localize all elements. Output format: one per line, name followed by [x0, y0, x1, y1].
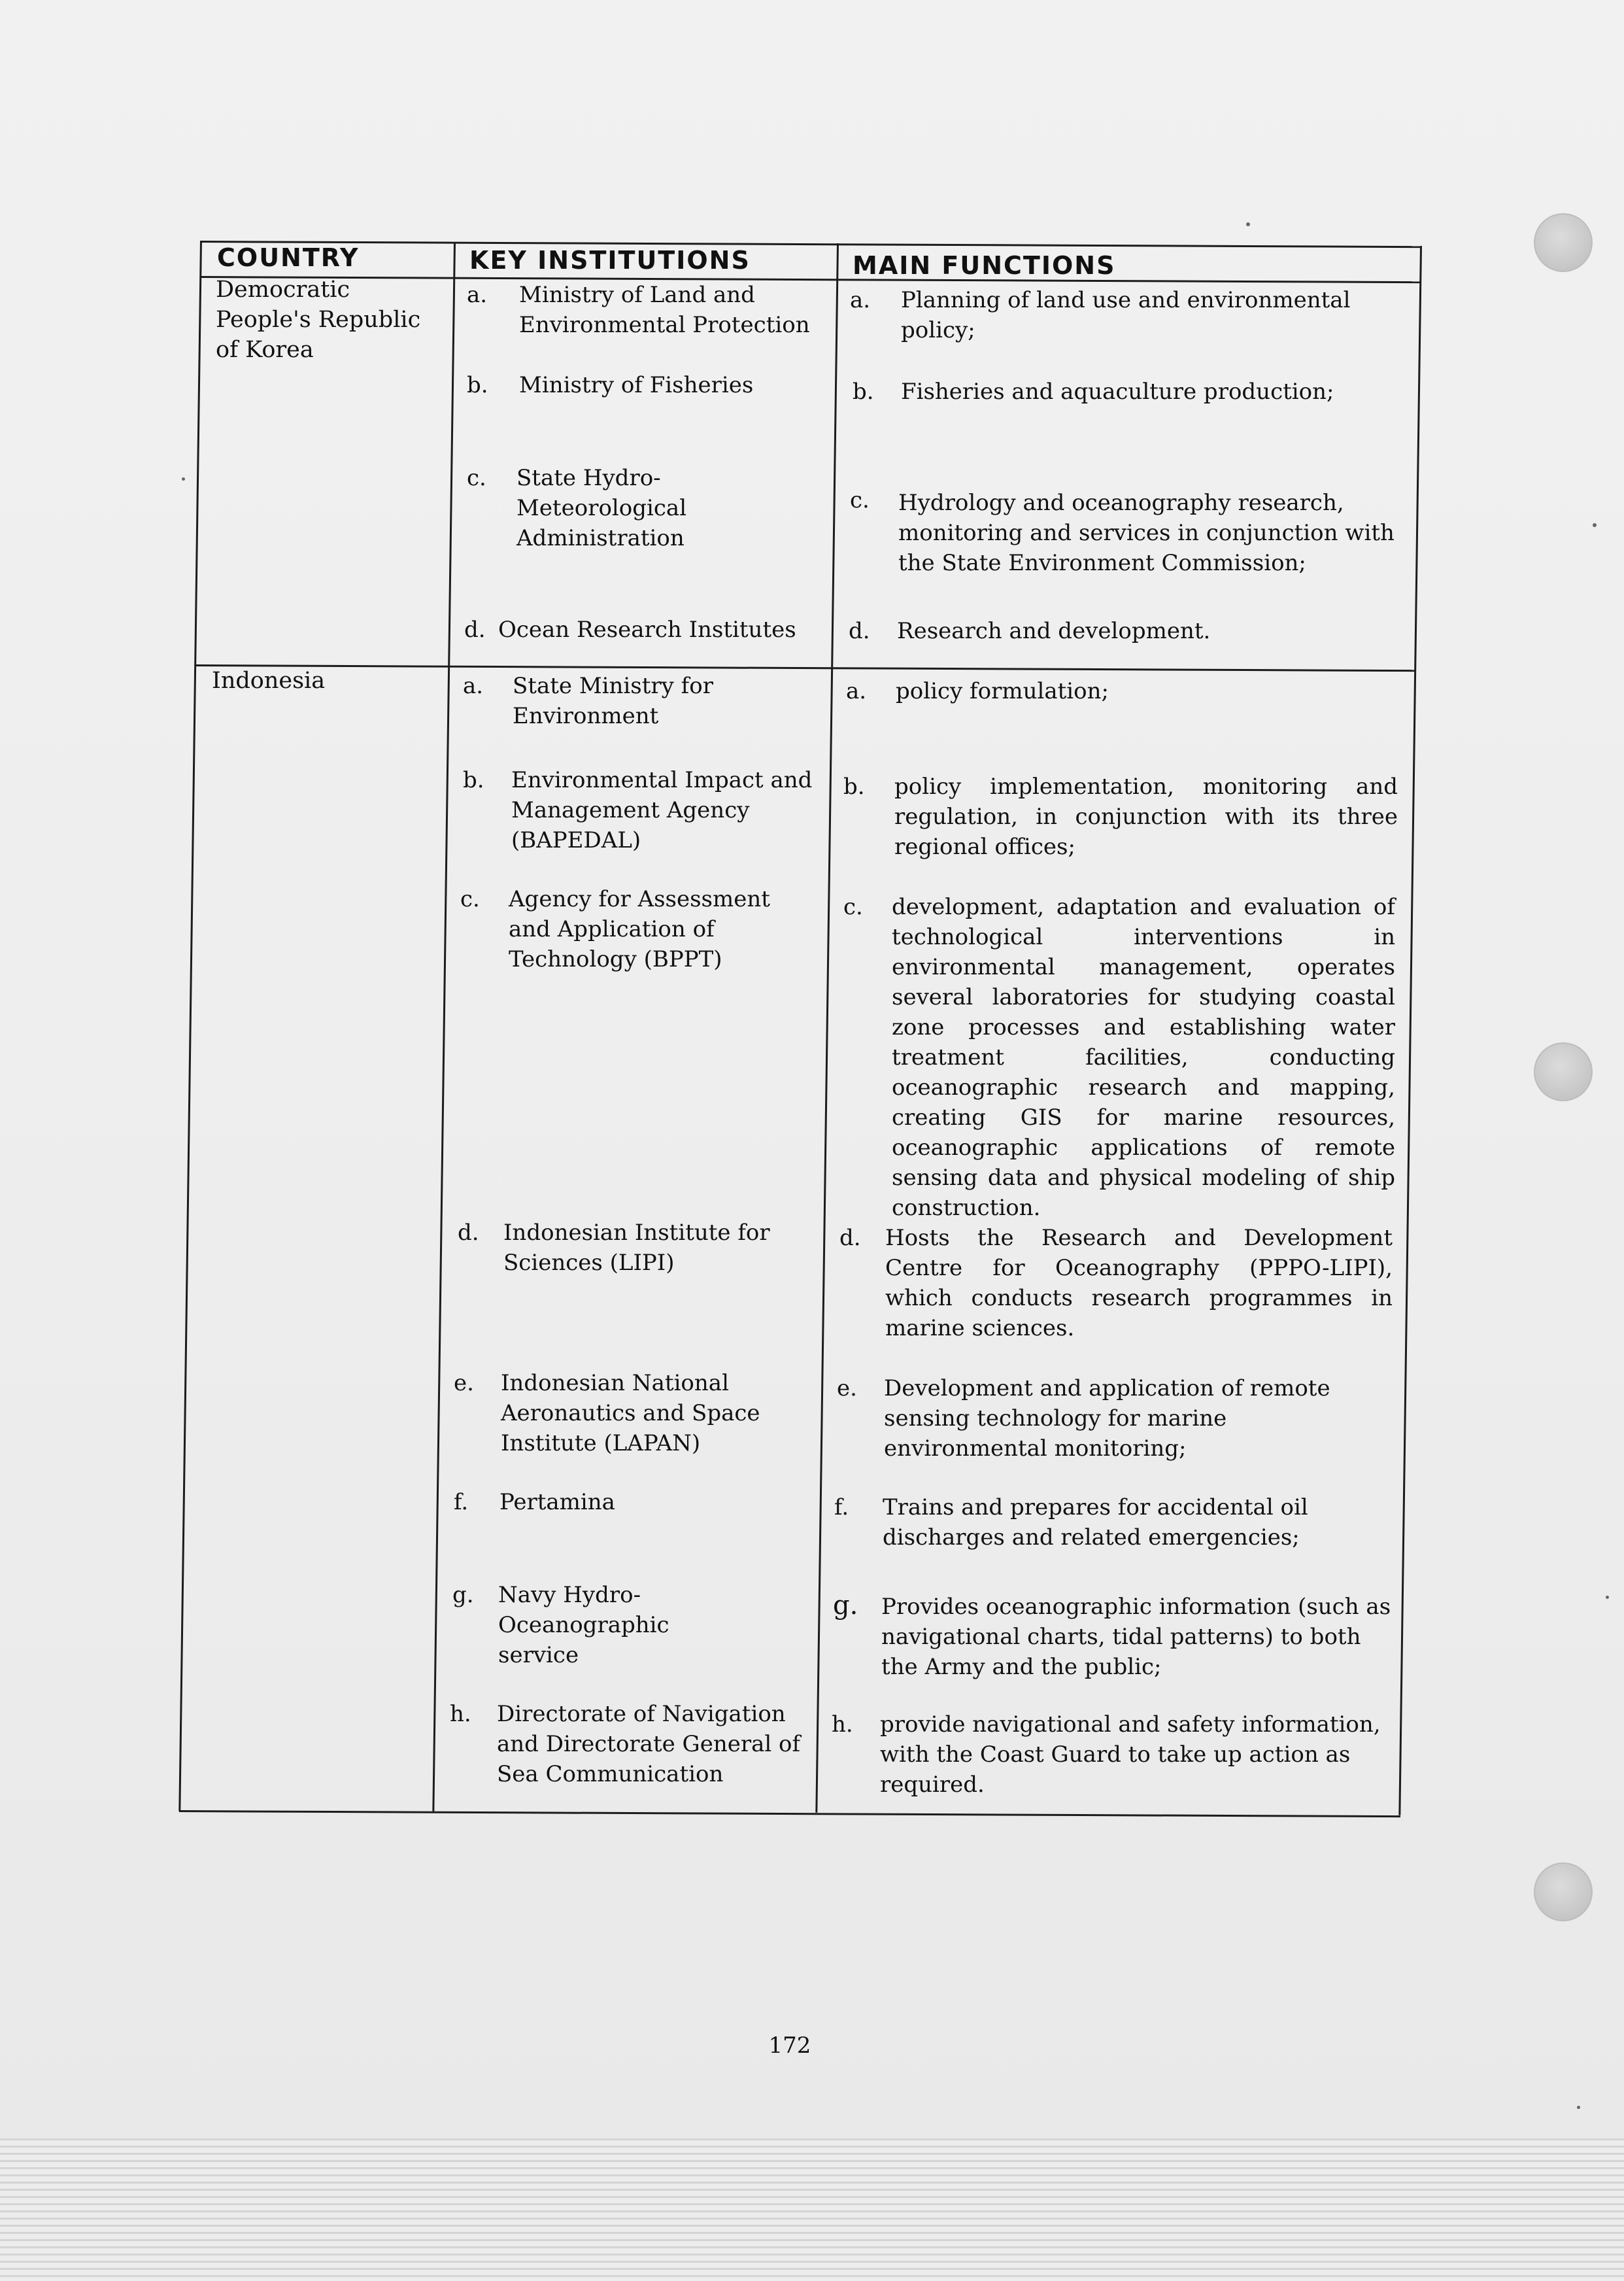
institution-marker: c. [460, 886, 480, 912]
function-marker: b. [843, 774, 865, 800]
function-marker: d. [849, 618, 870, 644]
header-main-functions: MAIN FUNCTIONS [853, 251, 1116, 280]
institution-name: State Ministry for Environment [513, 673, 713, 729]
country-dprk: Democratic People's Republic of Korea [216, 277, 421, 363]
institution-marker: c. [467, 465, 486, 491]
function-text: Hosts the Research and Development Centre for Oceanography (PPPO-LIPI), which conducts research programmes in marine sciences. [885, 1225, 1393, 1341]
function-text: development, adaptation and evaluation of technological interventions in environmental management, operates several laboratories for studying coastal zone processes and establishing water treatment facilities, conducting oceanographic research and mapping, creating GIS for marine resources, oceanographic applications of remote sensing data and physical modeling of ship construction. [892, 894, 1395, 1221]
page-number: 172 [768, 2032, 811, 2059]
function-marker: e. [837, 1375, 857, 1401]
institution-name: Environmental Impact and Management Agency (BAPEDAL) [511, 767, 813, 853]
function-marker: b. [853, 379, 874, 405]
binder-hole-middle [1534, 1042, 1593, 1101]
header-key-institutions: KEY INSTITUTIONS [469, 246, 751, 275]
institution-marker: f. [454, 1489, 469, 1515]
institution-name: Ocean Research Institutes [498, 617, 796, 643]
institution-marker: a. [463, 673, 484, 699]
scan-speck [1577, 2106, 1580, 2109]
institution-marker: h. [450, 1701, 471, 1727]
institution-name: Ministry of Land and Environmental Protection [519, 282, 810, 338]
institution-marker: e. [454, 1370, 474, 1396]
institution-name: Indonesian Institute for Sciences (LIPI) [503, 1220, 770, 1276]
function-text: Trains and prepares for accidental oil discharges and related emergencies; [883, 1494, 1308, 1551]
scanner-edge [0, 2138, 1624, 2281]
scan-speck [1593, 523, 1597, 527]
binder-hole-top [1534, 213, 1593, 272]
function-text: Research and development. [897, 618, 1211, 644]
institution-name: Indonesian National Aeronautics and Space Institute (LAPAN) [501, 1370, 760, 1456]
function-marker: h. [832, 1711, 853, 1738]
function-text: policy formulation; [896, 678, 1109, 704]
function-text: provide navigational and safety information, with the Coast Guard to take up action as required. [880, 1711, 1381, 1798]
institution-marker: g. [452, 1582, 474, 1608]
function-text: Provides oceanographic information (such as navigational charts, tidal patterns) to both the Army and the public; [881, 1594, 1391, 1680]
function-marker: a. [850, 287, 871, 313]
function-marker: c. [843, 894, 863, 920]
scan-speck [1246, 222, 1250, 226]
institution-marker: b. [463, 767, 484, 793]
function-text: policy implementation, monitoring and regulation, in conjunction with its three regional offices; [894, 774, 1398, 860]
header-country: COUNTRY [217, 243, 360, 272]
country-indonesia: Indonesia [212, 668, 326, 694]
institution-name: Agency for Assessment and Application of Technology (BPPT) [509, 886, 770, 972]
function-marker: d. [839, 1225, 861, 1251]
institution-name: Pertamina [499, 1489, 615, 1515]
binder-hole-bottom [1534, 1862, 1593, 1921]
function-marker: g. [833, 1590, 858, 1621]
institution-marker: d. [458, 1220, 479, 1246]
function-text: Planning of land use and environmental policy; [901, 287, 1351, 343]
institution-name: Ministry of Fisheries [519, 372, 754, 398]
scan-speck [1606, 1596, 1609, 1599]
function-text: Hydrology and oceanography research, monitoring and services in conjunction with the State Environment Commission; [898, 490, 1395, 576]
function-marker: a. [846, 678, 867, 704]
institution-name: Directorate of Navigation and Directorate General of Sea Communication [497, 1701, 801, 1787]
function-text: Development and application of remote sensing technology for marine environmental monitoring; [884, 1375, 1330, 1462]
function-text: Fisheries and aquaculture production; [901, 379, 1334, 405]
institution-marker: b. [467, 372, 488, 398]
function-marker: f. [834, 1494, 849, 1520]
institution-name: Navy Hydro-Oceanographic service [498, 1582, 669, 1668]
scan-speck [182, 477, 185, 481]
institution-name: State Hydro-Meteorological Administration [516, 465, 687, 551]
function-marker: c. [850, 487, 870, 513]
institution-marker: d. [464, 617, 486, 643]
institution-marker: a. [467, 282, 488, 308]
